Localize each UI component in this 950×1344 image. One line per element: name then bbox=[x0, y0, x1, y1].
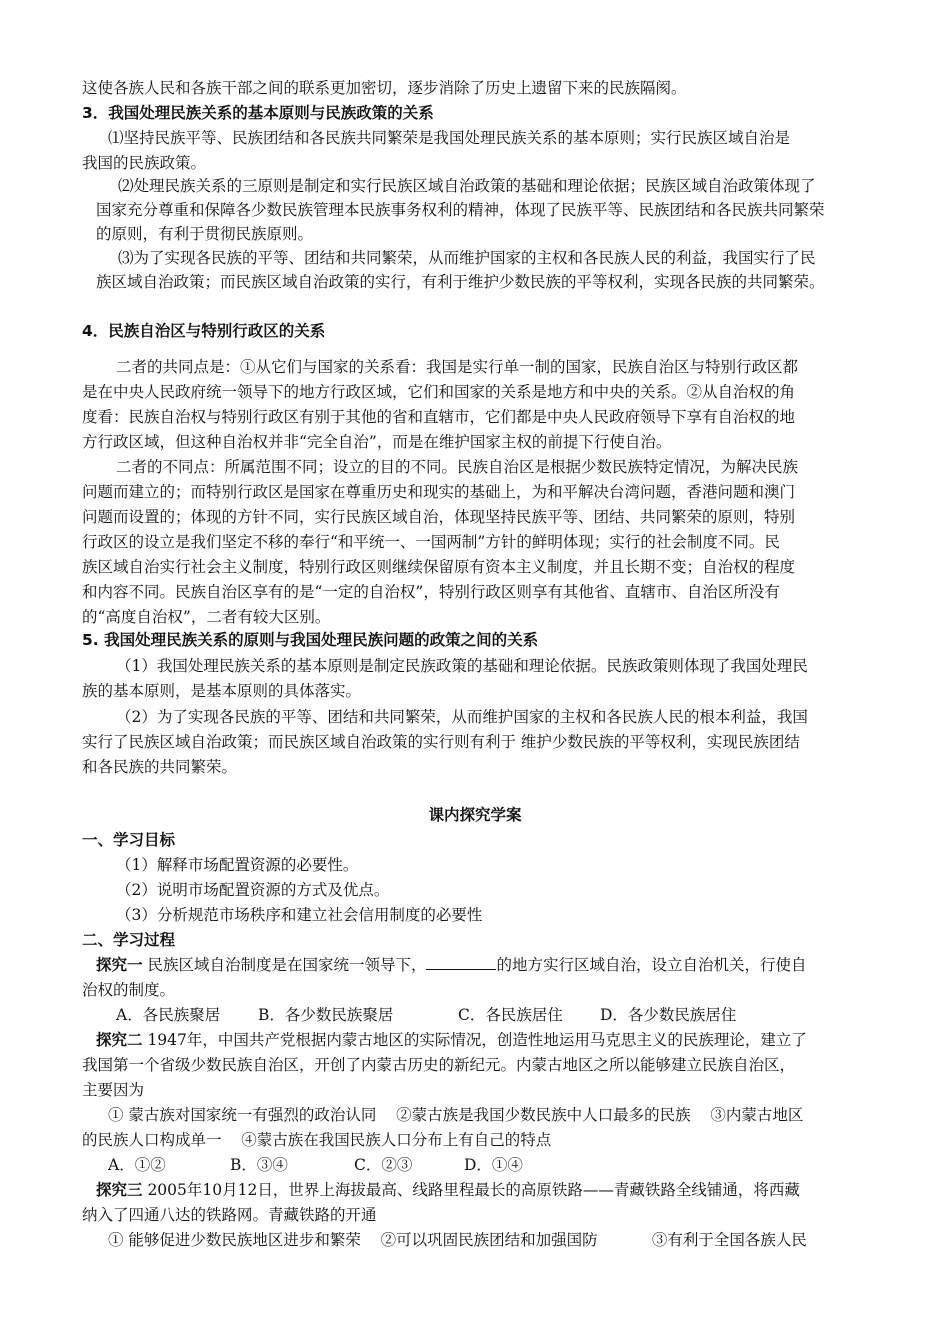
text-line: 主要因为 bbox=[82, 1081, 145, 1099]
option-d[interactable]: D．各少数民族居住 bbox=[600, 1006, 737, 1024]
text-line: （1）我国处理民族关系的基本原则是制定民族政策的基础和理论依据。民族政策则体现了我国处理民 bbox=[116, 657, 808, 675]
question-text: 的地方实行区域自治，设立自治机关，行使自 bbox=[496, 956, 807, 974]
text-line: ① 蒙古族对国家统一有强烈的政治认同 ②蒙古族是我国少数民族中人口最多的民族 ③内蒙古地区 bbox=[108, 1106, 804, 1124]
exploration-label: 探究三 bbox=[96, 1181, 143, 1199]
goal-item: （1）解释市场配置资源的必要性。 bbox=[116, 856, 359, 874]
text-line: ⑶为了实现各民族的平等、团结和共同繁荣，从而维护国家的主权和各民族人民的利益，我国实行了民 bbox=[118, 249, 816, 267]
text-line: 是在中央人民政府统一领导下的地方行政区域，它们和国家的关系是地方和中央的关系。②从自治权的角 bbox=[82, 383, 796, 401]
text-line: 族区域自治政策；而民族区域自治政策的实行，有利于维护少数民族的平等权利，实现各民族的共同繁荣。 bbox=[96, 273, 825, 291]
option-d[interactable]: D．①④ bbox=[464, 1156, 523, 1174]
text-line: 我国的民族政策。 bbox=[82, 154, 207, 172]
text-line: ⑵处理民族关系的三原则是制定和实行民族区域自治政策的基础和理论依据；民族区域自治政策体现了 bbox=[118, 177, 816, 195]
section-heading-process: 二、学习过程 bbox=[82, 931, 176, 949]
text-line: 二者的共同点是：①从它们与国家的关系看：我国是实行单一制的国家，民族自治区与特别行政区都 bbox=[116, 358, 799, 376]
question-text: 民族区域自治制度是在国家统一领导下， bbox=[142, 956, 427, 974]
option-a[interactable]: A．各民族聚居 bbox=[116, 1006, 221, 1024]
text-line: （2）为了实现各民族的平等、团结和共同繁荣，从而维护国家的主权和各民族人民的根本利益，我国 bbox=[116, 708, 808, 726]
question-text: 1947年，中国共产党根据内蒙古地区的实际情况，创造性地运用马克思主义的民族理论，建立了 bbox=[142, 1031, 807, 1049]
options-row bbox=[116, 1005, 906, 1025]
text-line: 实行了民族区域自治政策；而民族区域自治政策的实行则有利于 维护少数民族的平等权利，实现民族团结 bbox=[82, 733, 800, 751]
exploration-label: 探究二 bbox=[96, 1031, 143, 1049]
text-line: ⑴坚持民族平等、民族团结和各民族共同繁荣是我国处理民族关系的基本原则；实行民族区域自治是 bbox=[108, 129, 791, 147]
option-a[interactable]: A．①② bbox=[108, 1156, 166, 1174]
text-line: 的民族人口构成单一 ④蒙古族在我国民族人口分布上有自己的特点 bbox=[82, 1131, 552, 1149]
option-b[interactable]: B．③④ bbox=[230, 1156, 288, 1174]
exploration-1 bbox=[96, 955, 886, 975]
text-line: 我国第一个省级少数民族自治区，开创了内蒙古历史的新纪元。内蒙古地区之所以能够建立民族自治区， bbox=[82, 1056, 796, 1074]
option-b[interactable]: B．各少数民族聚居 bbox=[258, 1006, 394, 1024]
exploration-label: 探究一 bbox=[96, 956, 143, 974]
text-line: 族的基本原则，是基本原则的具体落实。 bbox=[82, 682, 362, 700]
text-line: 治权的制度。 bbox=[82, 981, 176, 999]
text-line: 族区域自治实行社会主义制度，特别行政区则继续保留原有资本主义制度，并且长期不变；自治权的程度 bbox=[82, 558, 796, 576]
section-heading-goals: 一、学习目标 bbox=[82, 831, 176, 849]
goal-item: （3）分析规范市场秩序和建立社会信用制度的必要性 bbox=[116, 906, 483, 924]
option-c[interactable]: C．各民族居住 bbox=[458, 1006, 563, 1024]
option-c[interactable]: C．②③ bbox=[354, 1156, 413, 1174]
heading-3: 3．我国处理民族关系的基本原则与民族政策的关系 bbox=[82, 104, 434, 122]
heading-4: 4．民族自治区与特别行政区的关系 bbox=[82, 322, 326, 340]
text-line: 纳入了四通八达的铁路网。青藏铁路的开通 bbox=[82, 1206, 377, 1224]
section-title: 课内探究学案 bbox=[428, 806, 522, 824]
answer-blank[interactable] bbox=[426, 955, 496, 970]
text-line: 二者的不同点：所属范围不同；设立的目的不同。民族自治区是根据少数民族特定情况，为解决民族 bbox=[116, 458, 799, 476]
text-line: 行政区的设立是我们坚定不移的奉行“和平统一、一国两制”方针的鲜明体现；实行的社会制度不同。民 bbox=[82, 533, 780, 551]
text-line: 和各民族的共同繁荣。 bbox=[82, 758, 238, 776]
text-line: 这使各族人民和各族干部之间的联系更加密切，逐步消除了历史上遗留下来的民族隔阂。 bbox=[82, 79, 687, 97]
text-line: 和内容不同。民族自治区享有的是“一定的自治权”，特别行政区则享有其他省、直辖市、自治区所没有 bbox=[82, 583, 780, 601]
goal-item: （2）说明市场配置资源的方式及优点。 bbox=[116, 881, 390, 899]
exploration-3 bbox=[96, 1180, 886, 1200]
text-line: 方行政区域，但这种自治权并非“完全自治”，而是在维护国家主权的前提下行使自治。 bbox=[82, 433, 672, 451]
text-line: 的原则，有利于贯彻民族原则。 bbox=[96, 225, 314, 243]
text-line: 国家充分尊重和保障各少数民族管理本民族事务权利的精神，体现了民族平等、民族团结和各民族共同繁荣 bbox=[96, 201, 825, 219]
text-line: ① 能够促进少数民族地区进步和繁荣 ②可以巩固民族团结和加强国防 ③有利于全国各族人民 bbox=[108, 1231, 807, 1249]
exploration-2 bbox=[96, 1030, 886, 1050]
text-line: 问题而设置的；体现的方针不同，实行民族区域自治，体现坚持民族平等、团结、共同繁荣的原则，特别 bbox=[82, 508, 796, 526]
question-text: 2005年10月12日，世界上海拔最高、线路里程最长的高原铁路——青藏铁路全线铺通，将西藏 bbox=[142, 1181, 800, 1199]
text-line: 的“高度自治权”，二者有较大区别。 bbox=[82, 608, 331, 626]
text-line: 度看：民族自治权与特别行政区有别于其他的省和直辖市，它们都是中央人民政府领导下享有自治权的地 bbox=[82, 408, 796, 426]
heading-5: 5. 我国处理民族关系的原则与我国处理民族问题的政策之间的关系 bbox=[82, 631, 539, 649]
options-row bbox=[108, 1155, 898, 1175]
text-line: 问题而建立的；而特别行政区是国家在尊重历史和现实的基础上，为和平解决台湾问题，香港问题和澳门 bbox=[82, 483, 796, 501]
